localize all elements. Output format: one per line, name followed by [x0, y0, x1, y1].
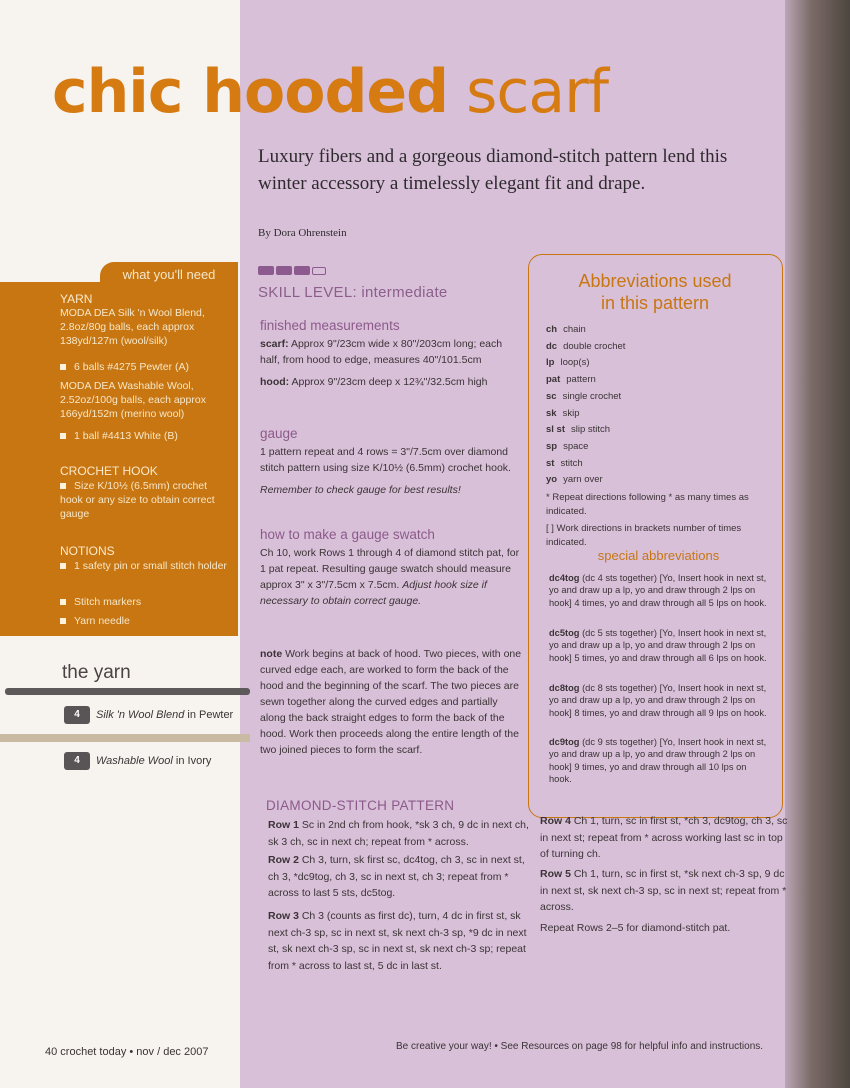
finished-measurements-text: scarf: Approx 9"/23cm wide x 80"/203cm long; each half, from hood to edge, measures 40"/101.5cm hood: Approx 9"/23cm deep x 12¾"/32.5cm high [260, 338, 503, 388]
abbreviations-list [546, 322, 771, 553]
abbreviation-item: pat pattern [546, 374, 596, 386]
page-footer-right: Be creative your way! • See Resources on page 98 for helpful info and instructions. [396, 1041, 764, 1052]
page-footer-left: 40 crochet today • nov / dec 2007 [45, 1046, 209, 1058]
diamond-stitch-heading: DIAMOND-STITCH PATTERN [266, 798, 455, 813]
pewter-yarn-strand [5, 688, 250, 695]
yarn2-desc: MODA DEA Washable Wool, 2.52oz/100g balls, each approx 166yd/152m (merino wool) [60, 380, 206, 420]
hook-heading: CROCHET HOOK [60, 464, 158, 478]
abbreviation-item: ch chain [546, 324, 586, 335]
pattern-row: Row 2 Ch 3, turn, sk first sc, dc4tog, ch 3, sc in next st, ch 3, *dc9tog, ch 3, sc in next st, ch 3; repeat from * across to last 5 sts, dc5tog. [268, 854, 525, 899]
yarn2-amount: 1 ball #4413 White (B) [60, 429, 230, 443]
pattern-row: Row 3 Ch 3 (counts as first dc), turn, 4 dc in first st, sk next ch-3 sp, sc in next st, sk next ch-3 sp, *9 dc in next st, sk next ch-3 sp, sc in next st, sk next ch-3 sp; repeat from * across to last st, 5 dc in last st. [268, 910, 527, 972]
notions-heading: NOTIONS [60, 544, 115, 558]
skill-level: SKILL LEVEL: intermediate [258, 284, 448, 301]
abbreviation-item: dc double crochet [546, 340, 626, 352]
abbreviation-item: lp loop(s) [546, 357, 590, 369]
finished-measurements-heading: finished measurements [260, 318, 400, 333]
intro-text: Luxury fibers and a gorgeous diamond-stitch pattern lend this winter accessory a timelessly elegant fit and drape. [258, 146, 728, 194]
notion-item: Stitch markers [60, 595, 230, 609]
hook-desc: Size K/10½ (6.5mm) crochet hook or any size to obtain correct gauge [60, 479, 230, 521]
gauge-swatch-heading: how to make a gauge swatch [260, 527, 435, 542]
special-abbreviation: dc5tog (dc 5 sts together) [Yo, Insert hook in next st, yo and draw up a lp, yo and draw through 2 lps on hook] 5 times, yo and draw through all 6 lps on hook. [549, 628, 767, 663]
ivory-yarn-strand [0, 734, 250, 742]
what-you-need-box [0, 282, 238, 636]
yarn-item: 4 Silk 'n Wool Blend in Pewter [64, 706, 233, 724]
abbreviation-item: st stitch [546, 457, 583, 469]
abbreviation-item: sl st slip stitch [546, 424, 611, 436]
page-title: chic hooded scarf [52, 57, 608, 127]
bracket-note: [ ] Work directions in brackets number of times indicated. [546, 523, 742, 549]
notion-item: 1 safety pin or small stitch holder [60, 559, 230, 573]
what-you-need-tab: what you'll need [100, 262, 238, 290]
pattern-row: Row 5 Ch 1, turn, sc in first st, *sk next ch-3 sp, 9 dc in next st, sk next ch-3 sp, sc in next st; repeat from * across. [540, 868, 787, 913]
yarn-weight-icon: 4 [64, 752, 90, 770]
pattern-row: Row 1 Sc in 2nd ch from hook, *sk 3 ch, 9 dc in next ch, sk 3 ch, sc in next ch; repeat from * across. [268, 819, 529, 848]
repeat-instruction: Repeat Rows 2–5 for diamond-stitch pat. [540, 922, 731, 934]
yarn1-desc: MODA DEA Silk 'n Wool Blend, 2.8oz/80g balls, each approx 138yd/127m (wool/silk) [60, 307, 205, 347]
abbreviation-item: sk skip [546, 407, 580, 419]
abbreviation-item: sp space [546, 440, 589, 452]
note-text: note Work begins at back of hood. Two pieces, with one curved edge each, are worked to form the back of the hood and the beginning of the scarf. The two pieces are sewn together along the curved edges and partially along the back straight edges to form the back of the hood. Work then proceeds along the entire length of the two joined pieces to form the scarf. [260, 648, 522, 756]
special-abbreviation: dc9tog (dc 9 sts together) [Yo, Insert hook in next st, yo and draw up a lp, yo and draw through 2 lps on hook] 9 times, yo and draw through all 10 lps on hook. [549, 737, 767, 785]
gauge-heading: gauge [260, 426, 298, 441]
page-spine-shadow [785, 0, 850, 1088]
the-yarn-heading: the yarn [62, 662, 131, 683]
yarn-heading: YARN [60, 292, 93, 306]
notion-item: Yarn needle [60, 614, 230, 628]
yarn-item: 4 Washable Wool in Ivory [64, 752, 211, 770]
special-abbreviation: dc8tog (dc 8 sts together) [Yo, Insert hook in next st, yo and draw up a lp, yo and draw through 2 lps on hook] 8 times, yo and draw through all 9 lps on hook. [549, 683, 767, 718]
special-abbreviation: dc4tog (dc 4 sts together) [Yo, Insert hook in next st, yo and draw up a lp, yo and draw through 2 lps on hook] 4 times, yo and draw through all 5 lps on hook. [549, 573, 767, 608]
pattern-row: Row 4 Ch 1, turn, sc in first st, *ch 3, dc9tog, ch 3, sc in next st; repeat from * across working last sc in top of turning ch. [540, 815, 788, 860]
abbreviation-item: sc single crochet [546, 390, 622, 402]
skill-level-icon [258, 262, 333, 272]
special-abbreviations-heading: special abbreviations [597, 548, 720, 563]
yarn1-amount: 6 balls #4275 Pewter (A) [60, 360, 230, 374]
abbreviation-item: yo yarn over [546, 474, 603, 486]
yarn-weight-icon: 4 [64, 706, 90, 724]
gauge-text: 1 pattern repeat and 4 rows = 3"/7.5cm over diamond stitch pattern using size K/10½ (6.5mm) crochet hook. Remember to check gauge for best results! [260, 446, 511, 496]
abbreviations-title: Abbreviations used in this pattern [578, 271, 732, 313]
byline: By Dora Ohrenstein [258, 227, 347, 239]
gauge-swatch-text: Ch 10, work Rows 1 through 4 of diamond stitch pat, for 1 pat repeat. Resulting gauge swatch should measure approx 3" x 3"/7.5cm x 7.5cm. Adjust hook size if necessary to obtain correct gauge. [260, 547, 520, 607]
repeat-note: * Repeat directions following * as many times as indicated. [546, 492, 749, 518]
